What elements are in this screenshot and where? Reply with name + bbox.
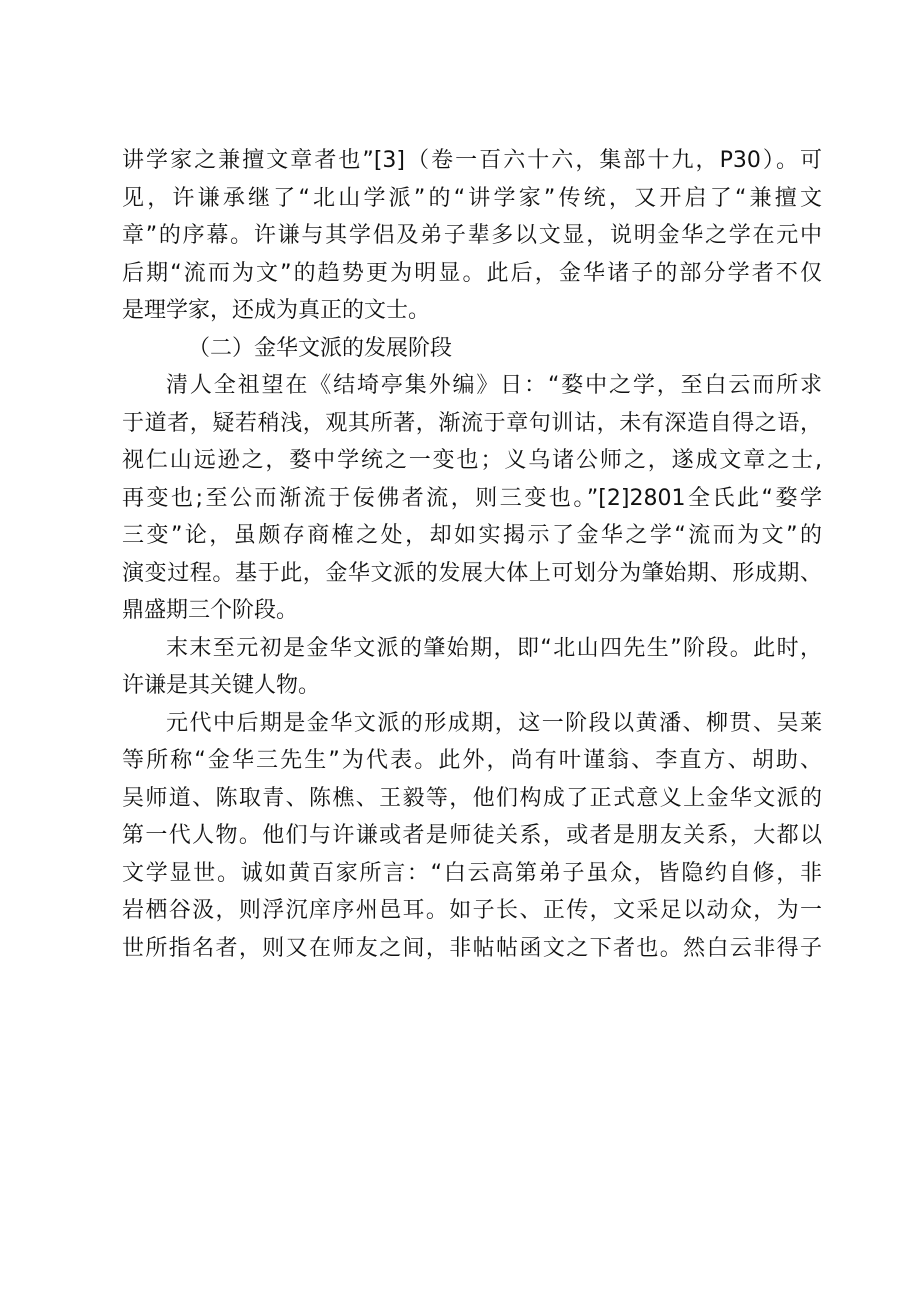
- document-body: [122, 142, 822, 967]
- text-line: 第一代人物。他们与许谦或者是师徒关系，或者是朋友关系，大都以: [122, 823, 822, 848]
- text-line: 末末至元初是金华文派的肇始期，即“北山四先生”阶段。此时，: [166, 635, 822, 661]
- text-line: 元代中后期是金华文派的形成期，这一阶段以黄潘、柳贯、吴莱: [166, 710, 822, 736]
- text-line: 见，许谦承继了“北山学派”的“讲学家”传统，又开启了“兼擅文: [122, 185, 822, 211]
- text-line: 章”的序幕。许谦与其学侣及弟子辈多以文显，说明金华之学在元中: [122, 223, 822, 248]
- text-line: 鼎盛期三个阶段。: [122, 598, 299, 623]
- text-line: 于道者，疑若稍浅，观其所著，渐流于章句训诂，未有深造自得之语，: [122, 410, 822, 436]
- text-line: 演变过程。基于此，金华文派的发展大体上可划分为肇始期、形成期、: [122, 560, 822, 586]
- text-line: 许谦是其关键人物。: [122, 673, 321, 698]
- text-line: 视仁山远逊之，婺中学统之一变也；义乌诸公师之，遂成文章之士,: [122, 448, 822, 473]
- text-line: 后期“流而为文”的趋势更为明显。此后，金华诸子的部分学者不仅: [122, 260, 822, 286]
- text-line: 世所指名者，则又在师友之间，非帖帖函文之下者也。然白云非得子: [122, 935, 822, 961]
- text-line: 等所称“金华三先生”为代表。此外，尚有叶谨翁、李直方、胡助、: [122, 748, 822, 773]
- text-line: 岩栖谷汲，则浮沉庠序州邑耳。如子长、正传，文采足以动众，为一: [122, 898, 822, 923]
- section-heading: （二）金华文派的发展阶段: [188, 335, 453, 361]
- text-line: 文学显世。诚如黄百家所言：“白云高第弟子虽众，皆隐约自修，非: [122, 860, 822, 886]
- text-line: 再变也;至公而渐流于佞佛者流，则三变也。”[2]2801全氏此“婺学: [122, 485, 822, 511]
- text-line: 讲学家之兼擅文章者也”[3]（卷一百六十六，集部十九，P30）。可: [122, 148, 822, 173]
- text-line: 吴师道、陈取青、陈樵、王毅等，他们构成了正式意义上金华文派的: [122, 785, 822, 811]
- text-line: 清人全祖望在《结埼亭集外编》日：“婺中之学，至白云而所求: [166, 373, 822, 398]
- text-line: 是理学家，还成为真正的文士。: [122, 298, 431, 323]
- text-line: 三变”论，虽颇存商榷之处，却如实揭示了金华之学“流而为文”的: [122, 523, 822, 548]
